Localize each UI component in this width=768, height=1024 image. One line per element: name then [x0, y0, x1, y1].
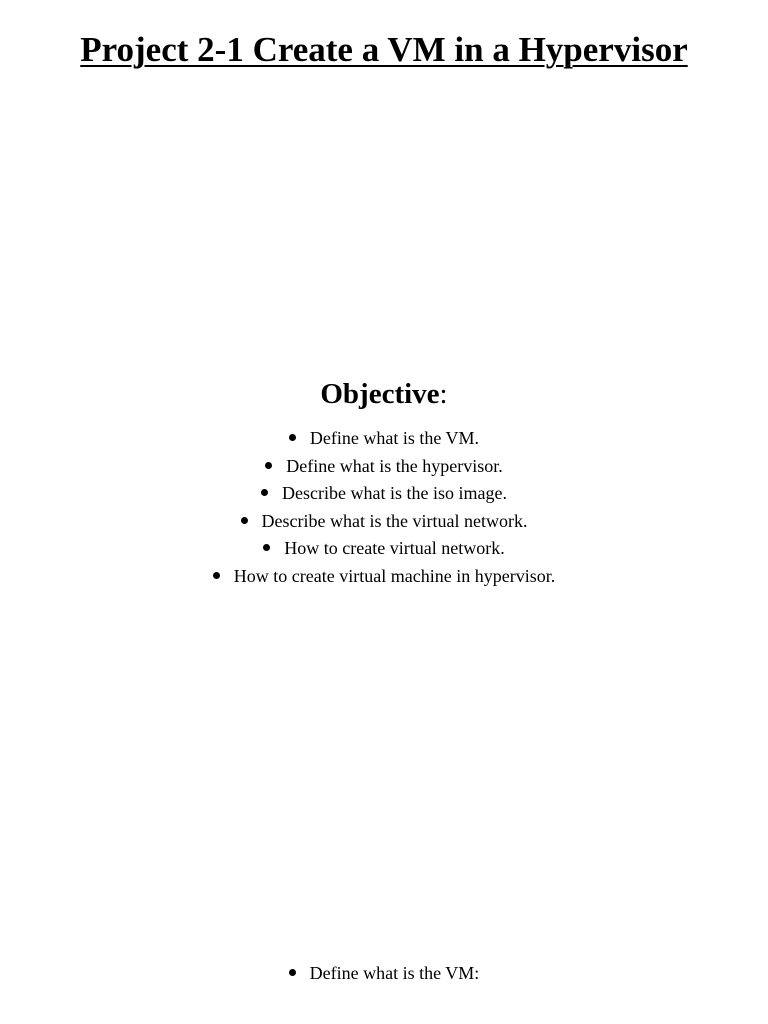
list-item-text: How to create virtual machine in hypervisor.	[233, 565, 556, 586]
list-item	[0, 425, 768, 453]
list-item-text: How to create virtual network.	[284, 538, 505, 558]
list-item	[0, 535, 768, 563]
page-title: Project 2-1 Create a VM in a Hypervisor	[80, 30, 688, 69]
objective-heading	[0, 376, 768, 412]
bullet-icon	[213, 572, 220, 579]
bullet-icon	[261, 489, 268, 496]
list-item	[0, 453, 768, 481]
bullet-icon	[263, 544, 270, 551]
bullet-icon	[289, 434, 296, 441]
list-item	[0, 508, 768, 536]
list-item	[0, 960, 768, 988]
bullet-icon	[241, 517, 248, 524]
list-item-text: Describe what is the virtual network.	[261, 510, 528, 531]
list-item	[0, 480, 768, 508]
objective-heading-label: Objective	[320, 378, 440, 410]
objective-heading-colon: :	[439, 378, 448, 410]
next-section-list	[0, 960, 768, 988]
list-item-text: Define what is the hypervisor.	[286, 455, 503, 476]
list-item-text: Describe what is the iso image.	[282, 483, 507, 503]
bullet-icon	[289, 969, 296, 976]
objective-list	[0, 425, 768, 590]
list-item-text: Define what is the VM.	[309, 428, 480, 448]
bullet-icon	[265, 462, 272, 469]
list-item-text: Define what is the VM:	[309, 963, 480, 983]
list-item	[0, 563, 768, 591]
